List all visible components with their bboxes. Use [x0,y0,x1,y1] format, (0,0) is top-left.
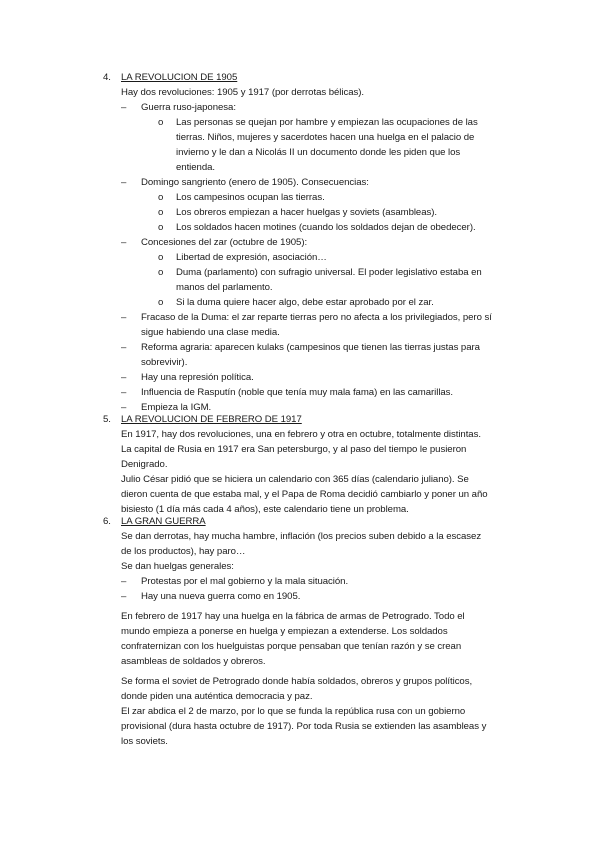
dash-bullet: – [121,312,127,323]
circle-bullet: o [158,267,164,278]
section-number: 4. [103,72,111,83]
section-number: 5. [103,414,111,425]
dash-bullet: – [121,591,127,602]
list-item: Fracaso de la Duma: el zar reparte tierras pero no afecta a los privilegiados, pero sí [141,312,492,323]
paragraph-line: Se dan derrotas, hay mucha hambre, inflación (los precios suben debido a la escasez [121,531,482,542]
section-number: 6. [103,516,111,527]
sub-item-line: Los obreros empiezan a hacer huelgas y soviets (asambleas). [176,207,438,218]
dash-bullet: – [121,177,127,188]
paragraph-line: Denigrado. [121,459,168,470]
dash-bullet: – [121,342,127,353]
dash-bullet: – [121,237,127,248]
paragraph-line: El zar abdica el 2 de marzo, por lo que se funda la república rusa con un gobierno [121,706,466,717]
list-item: sobrevivir). [141,357,188,368]
paragraph-line: confraternizan con los huelguistas porque pensaban que tenían razón y se crean [121,641,462,652]
paragraph-line: Hay dos revoluciones: 1905 y 1917 (por derrotas bélicas). [121,87,364,98]
dash-bullet: – [121,402,127,413]
sub-item-line: invierno y le dan a Nicolás II un documento donde les piden que los [176,147,461,158]
list-item: Hay una nueva guerra como en 1905. [141,591,301,602]
section-heading: LA GRAN GUERRA [121,516,206,527]
paragraph-line: de los productos), hay paro… [121,546,246,557]
dash-bullet: – [121,576,127,587]
paragraph-line: Julio César pidió que se hiciera un calendario con 365 días (calendario juliano). Se [121,474,469,485]
paragraph-line: donde piden una auténtica democracia y paz. [121,691,313,702]
circle-bullet: o [158,117,164,128]
sub-item-line: Si la duma quiere hacer algo, debe estar aprobado por el zar. [176,297,434,308]
paragraph-line: Se forma el soviet de Petrogrado donde había soldados, obreros y grupos políticos, [121,676,473,687]
dash-bullet: – [121,387,127,398]
paragraph-line: Se dan huelgas generales: [121,561,234,572]
list-item: Influencia de Rasputín (noble que tenía muy mala fama) en las camarillas. [141,387,454,398]
paragraph-line: asambleas de soldados y obreros. [121,656,266,667]
sub-item-line: manos del parlamento. [176,282,273,293]
circle-bullet: o [158,192,164,203]
circle-bullet: o [158,252,164,263]
sub-item-line: Los campesinos ocupan las tierras. [176,192,325,203]
list-item: Concesiones del zar (octubre de 1905): [141,237,308,248]
circle-bullet: o [158,207,164,218]
paragraph-line: provisional (dura hasta octubre de 1917). Por toda Rusia se extienden las asambleas y [121,721,487,732]
section-heading: LA REVOLUCION DE FEBRERO DE 1917 [121,414,302,425]
paragraph-line: dieron cuenta de que estaba mal, y el Papa de Roma decidió cambiarlo y poner un año [121,489,488,500]
paragraph-line: La capital de Rusia en 1917 era San petersburgo, y al paso del tiempo le pusieron [121,444,467,455]
circle-bullet: o [158,297,164,308]
circle-bullet: o [158,222,164,233]
paragraph-line: En febrero de 1917 hay una huelga en la fábrica de armas de Petrogrado. Todo el [121,611,465,622]
list-item: Protestas por el mal gobierno y la mala situación. [141,576,349,587]
paragraph-line: mundo empieza a ponerse en huelga y empiezan a extenderse. Los soldados [121,626,448,637]
list-item: Empieza la IGM. [141,402,212,413]
sub-item-line: Libertad de expresión, asociación… [176,252,327,263]
dash-bullet: – [121,372,127,383]
sub-item-line: tierras. Niños, mujeres y sacerdotes hacen una huelga en el palacio de [176,132,475,143]
list-item: Reforma agraria: aparecen kulaks (campesinos que tienen las tierras justas para [141,342,480,353]
paragraph-line: los soviets. [121,736,168,747]
sub-item-line: entienda. [176,162,216,173]
dash-bullet: – [121,102,127,113]
paragraph-line: En 1917, hay dos revoluciones, una en febrero y otra en octubre, totalmente distintas. [121,429,481,440]
paragraph-line: bisiesto (1 día más cada 4 años), este calendario tiene un problema. [121,504,409,515]
list-item: Domingo sangriento (enero de 1905). Consecuencias: [141,177,369,188]
sub-item-line: Los soldados hacen motines (cuando los soldados dejan de obedecer). [176,222,476,233]
section-heading: LA REVOLUCION DE 1905 [121,72,238,83]
list-item: Guerra ruso-japonesa: [141,102,236,113]
sub-item-line: Las personas se quejan por hambre y empiezan las ocupaciones de las [176,117,478,128]
sub-item-line: Duma (parlamento) con sufragio universal. El poder legislativo estaba en [176,267,482,278]
list-item: Hay una represión política. [141,372,254,383]
list-item: sigue habiendo una clase media. [141,327,280,338]
